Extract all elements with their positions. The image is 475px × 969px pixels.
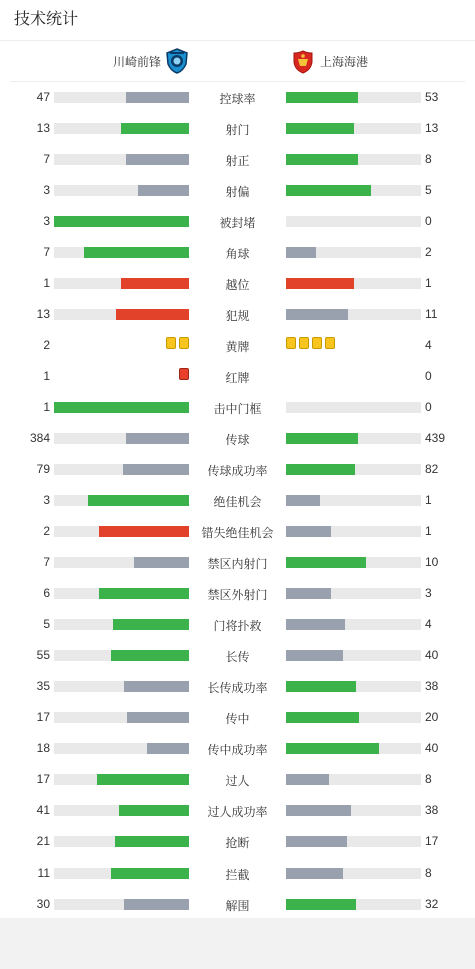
home-stat-value: 17 (36, 772, 50, 786)
home-stat-bar (54, 247, 189, 258)
stat-row (0, 149, 475, 169)
stat-row (0, 800, 475, 820)
stat-label: 射正 (225, 154, 250, 168)
home-stat-bar (54, 899, 189, 910)
stat-row (0, 614, 475, 634)
home-stat-bar (54, 836, 189, 847)
home-stat-value: 1 (43, 276, 50, 290)
away-stat-value: 53 (425, 90, 439, 104)
home-stat-bar-fill (121, 278, 189, 289)
away-stat-bar-fill (286, 92, 358, 103)
stat-row (0, 335, 475, 355)
home-stat-bar-fill (111, 650, 189, 661)
away-stat-bar (286, 868, 421, 879)
home-stat-value: 21 (36, 834, 50, 848)
away-stat-bar-fill (286, 836, 347, 847)
away-stat-bar-fill (286, 743, 379, 754)
yellow-card-icon (312, 337, 322, 349)
away-stat-value: 1 (425, 493, 432, 507)
away-stat-bar (286, 712, 421, 723)
away-stat-value: 439 (425, 431, 446, 445)
home-stat-value: 3 (43, 214, 50, 228)
stat-label: 过人 (225, 774, 250, 788)
home-stat-bar-fill (138, 185, 189, 196)
away-team-name: 上海海港 (320, 55, 369, 69)
away-stat-bar-fill (286, 619, 345, 630)
away-stat-value: 38 (425, 803, 439, 817)
home-stat-bar-fill (99, 526, 189, 537)
stat-label: 控球率 (219, 92, 256, 106)
stat-row (0, 707, 475, 727)
away-stat-bar (286, 526, 421, 537)
team-header (0, 41, 475, 81)
away-stat-value: 5 (425, 183, 432, 197)
stat-label: 击中门框 (213, 402, 262, 416)
home-stat-value: 47 (36, 90, 50, 104)
yellow-card-icon (166, 337, 176, 349)
home-stat-bar-fill (54, 402, 189, 413)
away-stat-bar (286, 278, 421, 289)
home-stat-bar-fill (124, 681, 189, 692)
stat-label: 禁区外射门 (207, 588, 268, 602)
stat-label: 传中 (225, 712, 250, 726)
home-stat-bar-fill (115, 836, 189, 847)
home-stat-value: 30 (36, 897, 50, 911)
home-stat-bar (54, 216, 189, 227)
stat-label: 过人成功率 (207, 805, 268, 819)
away-stat-bar (286, 743, 421, 754)
stat-row (0, 552, 475, 572)
stat-label: 被封堵 (219, 216, 256, 230)
home-stat-bar (54, 495, 189, 506)
yellow-card-icon (286, 337, 296, 349)
away-stat-bar (286, 681, 421, 692)
yellow-card-icon (179, 337, 189, 349)
home-stat-bar (54, 433, 189, 444)
stat-label: 射门 (225, 123, 250, 137)
away-stat-bar-fill (286, 899, 356, 910)
stat-row (0, 397, 475, 417)
stat-label: 射偏 (225, 185, 250, 199)
home-stat-value: 35 (36, 679, 50, 693)
away-stat-bar (286, 216, 421, 227)
away-stat-bar-fill (286, 278, 354, 289)
home-stat-bar-fill (124, 899, 189, 910)
stat-row (0, 676, 475, 696)
stat-row (0, 459, 475, 479)
home-stat-bar-fill (121, 123, 189, 134)
home-stat-value: 7 (43, 152, 50, 166)
home-stat-bar (54, 681, 189, 692)
stat-row (0, 180, 475, 200)
away-stat-bar-fill (286, 805, 351, 816)
away-stat-bar (286, 464, 421, 475)
home-stat-value: 13 (36, 307, 50, 321)
stat-label: 解围 (225, 899, 250, 913)
stat-row (0, 645, 475, 665)
away-stat-value: 8 (425, 772, 432, 786)
yellow-card-icon (325, 337, 335, 349)
away-stat-bar-fill (286, 123, 354, 134)
home-stat-bar-fill (116, 309, 189, 320)
away-stat-bar (286, 123, 421, 134)
away-stat-bar (286, 805, 421, 816)
stat-label: 黄牌 (225, 340, 250, 354)
home-stat-value: 7 (43, 245, 50, 259)
away-stat-value: 40 (425, 741, 439, 755)
away-stat-value: 0 (425, 214, 432, 228)
home-stat-value: 55 (36, 648, 50, 662)
home-stat-bar-fill (113, 619, 189, 630)
stat-row (0, 242, 475, 262)
away-stat-value: 20 (425, 710, 439, 724)
away-stat-bar-fill (286, 868, 343, 879)
stat-label: 长传 (225, 650, 250, 664)
away-stat-bar (286, 899, 421, 910)
away-stat-bar-fill (286, 650, 343, 661)
stat-row (0, 521, 475, 541)
home-stat-bar (54, 154, 189, 165)
away-stat-bar (286, 836, 421, 847)
stat-row (0, 87, 475, 107)
home-stat-value: 79 (36, 462, 50, 476)
home-stat-value: 11 (37, 866, 50, 880)
away-stat-bar-fill (286, 185, 371, 196)
stat-label: 传中成功率 (207, 743, 268, 757)
stat-label: 禁区内射门 (207, 557, 268, 571)
stat-row (0, 738, 475, 758)
home-stat-bar-fill (126, 92, 189, 103)
away-stat-value: 82 (425, 462, 439, 476)
home-stat-value: 18 (36, 741, 50, 755)
away-stat-bar (286, 433, 421, 444)
home-yellow-cards (166, 337, 189, 349)
away-stat-value: 40 (425, 648, 439, 662)
stat-row (0, 769, 475, 789)
away-stat-bar (286, 309, 421, 320)
home-stat-bar-fill (119, 805, 189, 816)
away-stat-bar-fill (286, 464, 355, 475)
home-stat-bar-fill (97, 774, 189, 785)
away-stat-bar-fill (286, 495, 320, 506)
home-stat-value: 2 (43, 338, 50, 352)
home-stat-bar (54, 650, 189, 661)
home-stat-value: 1 (43, 400, 50, 414)
home-stat-value: 13 (36, 121, 50, 135)
stat-row (0, 894, 475, 914)
stat-label: 传球 (225, 433, 250, 447)
home-stat-bar (54, 743, 189, 754)
away-stat-value: 17 (425, 834, 439, 848)
yellow-card-icon (299, 337, 309, 349)
home-stat-value: 7 (43, 555, 50, 569)
divider (10, 81, 465, 82)
stat-row (0, 118, 475, 138)
home-stat-bar (54, 557, 189, 568)
away-stat-value: 10 (425, 555, 439, 569)
away-stat-bar-fill (286, 774, 329, 785)
home-stat-bar (54, 464, 189, 475)
away-stat-value: 8 (425, 866, 432, 880)
stat-label: 传球成功率 (207, 464, 268, 478)
home-stat-bar-fill (88, 495, 189, 506)
away-stat-value: 1 (425, 276, 432, 290)
away-stat-value: 2 (425, 245, 432, 259)
away-stat-bar (286, 774, 421, 785)
stat-row (0, 490, 475, 510)
home-stat-bar-fill (111, 868, 189, 879)
home-stat-bar (54, 619, 189, 630)
away-stat-bar-fill (286, 309, 348, 320)
home-stat-bar (54, 185, 189, 196)
home-stat-value: 3 (43, 493, 50, 507)
home-stat-bar (54, 588, 189, 599)
away-stat-bar-fill (286, 154, 358, 165)
home-stat-bar-fill (126, 433, 189, 444)
away-stat-bar-fill (286, 526, 331, 537)
home-stat-bar-fill (147, 743, 189, 754)
away-stat-value: 1 (425, 524, 432, 538)
home-stat-bar (54, 123, 189, 134)
home-stat-bar-fill (123, 464, 189, 475)
stat-row (0, 863, 475, 883)
away-stat-value: 0 (425, 369, 432, 383)
stat-label: 长传成功率 (207, 681, 268, 695)
home-stat-value: 6 (43, 586, 50, 600)
stat-row (0, 366, 475, 386)
stat-label: 犯规 (225, 309, 250, 323)
home-team-name: 川崎前锋 (112, 55, 161, 69)
home-stat-bar (54, 774, 189, 785)
home-stat-bar (54, 712, 189, 723)
away-stat-value: 32 (425, 897, 439, 911)
home-stat-value: 2 (43, 524, 50, 538)
stat-label: 越位 (225, 278, 250, 292)
away-stat-bar-fill (286, 681, 356, 692)
home-stat-value: 17 (36, 710, 50, 724)
away-stat-value: 13 (425, 121, 439, 135)
away-stat-bar (286, 247, 421, 258)
stat-label: 角球 (225, 247, 250, 261)
stat-row (0, 428, 475, 448)
away-stat-bar (286, 402, 421, 413)
stat-label: 抢断 (225, 836, 250, 850)
away-stat-bar (286, 588, 421, 599)
home-stat-bar (54, 868, 189, 879)
home-stat-bar-fill (127, 712, 189, 723)
home-stat-bar (54, 805, 189, 816)
home-stat-bar (54, 92, 189, 103)
away-stat-bar-fill (286, 588, 331, 599)
away-stat-value: 11 (425, 307, 438, 321)
kawasaki-frontale-crest-icon (165, 48, 189, 74)
stat-row (0, 304, 475, 324)
away-stat-bar-fill (286, 712, 359, 723)
home-stat-value: 1 (43, 369, 50, 383)
away-yellow-cards (286, 337, 335, 349)
away-stat-value: 0 (425, 400, 432, 414)
shanghai-port-crest-icon (292, 50, 314, 74)
stat-row (0, 211, 475, 231)
away-stat-bar (286, 650, 421, 661)
stat-label: 错失绝佳机会 (201, 526, 274, 540)
away-stat-value: 8 (425, 152, 432, 166)
stat-label: 门将扑救 (213, 619, 262, 633)
away-stat-bar (286, 557, 421, 568)
away-stat-bar (286, 619, 421, 630)
away-stat-bar (286, 495, 421, 506)
away-stat-value: 4 (425, 617, 432, 631)
stat-row (0, 273, 475, 293)
away-stat-bar-fill (286, 433, 358, 444)
home-stat-bar-fill (84, 247, 189, 258)
stat-label: 红牌 (225, 371, 250, 385)
home-stat-bar (54, 402, 189, 413)
home-stat-value: 3 (43, 183, 50, 197)
away-stat-bar-fill (286, 557, 366, 568)
away-stat-value: 3 (425, 586, 432, 600)
red-card-icon (179, 368, 189, 380)
home-stat-value: 41 (36, 803, 50, 817)
stat-row (0, 831, 475, 851)
home-stat-bar-fill (54, 216, 189, 227)
stat-label: 拦截 (225, 868, 250, 882)
away-stat-bar (286, 154, 421, 165)
away-stat-bar (286, 92, 421, 103)
home-stat-bar (54, 278, 189, 289)
away-stat-value: 4 (425, 338, 432, 352)
home-stat-value: 384 (29, 431, 50, 445)
home-stat-bar-fill (99, 588, 189, 599)
home-stat-value: 5 (43, 617, 50, 631)
home-stat-bar (54, 526, 189, 537)
home-stat-bar-fill (134, 557, 189, 568)
home-stat-bar-fill (126, 154, 189, 165)
away-stat-bar-fill (286, 247, 316, 258)
stat-label: 绝佳机会 (213, 495, 262, 509)
stat-row (0, 583, 475, 603)
home-stat-bar (54, 309, 189, 320)
page-title: 技术统计 (14, 11, 79, 28)
home-red-cards (179, 368, 189, 380)
away-stat-bar (286, 185, 421, 196)
away-stat-value: 38 (425, 679, 439, 693)
